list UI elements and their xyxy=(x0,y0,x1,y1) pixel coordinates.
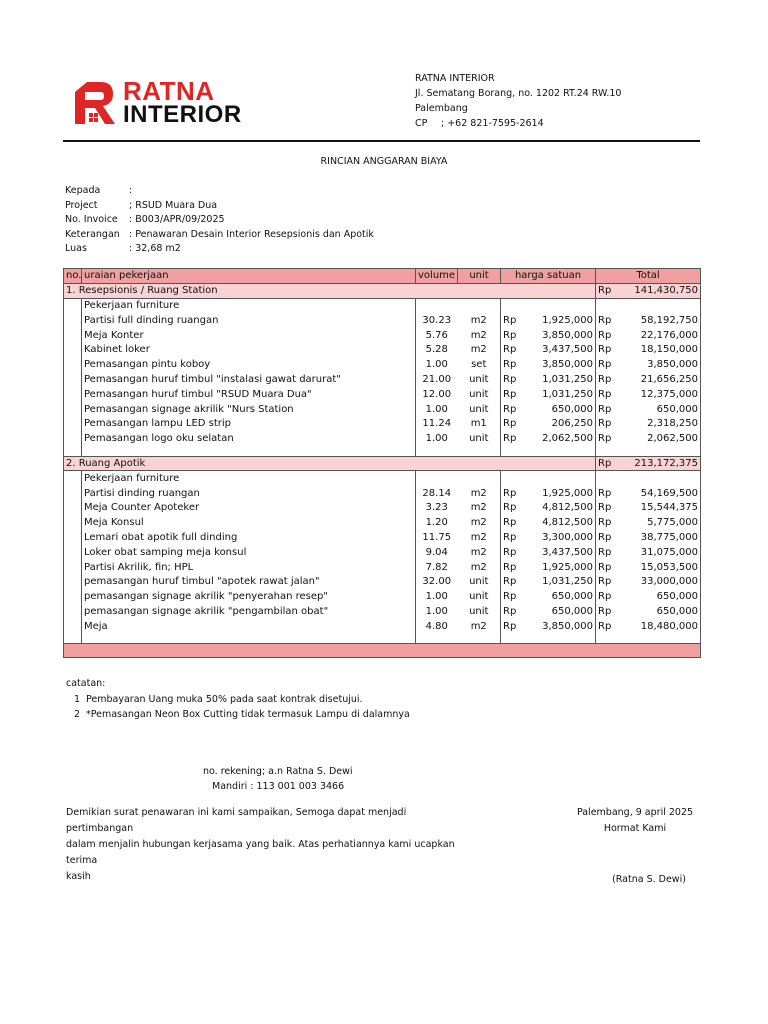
table-header-row xyxy=(64,269,701,284)
spacer-cell xyxy=(458,446,501,456)
row-no xyxy=(64,328,82,343)
row-no xyxy=(64,342,82,357)
spacer-cell xyxy=(596,634,620,644)
item-volume: 5.76 xyxy=(425,329,448,341)
item-unit-price: 3,437,500 xyxy=(542,344,593,356)
item-total: 33,000,000 xyxy=(620,574,701,589)
item-unit-price: 1,925,000 xyxy=(542,487,593,499)
spacer-cell xyxy=(501,446,531,456)
section-total: 141,430,750 xyxy=(620,283,701,298)
item-volume: 21.00 xyxy=(422,373,452,385)
closing-line: Demikian surat penawaran ini kami sampaikan, Semoga dapat menjadi pertimbangan xyxy=(66,807,407,834)
cell-unit xyxy=(458,471,501,486)
item-unit: unit xyxy=(469,373,489,385)
item-total-currency: Rp xyxy=(596,416,620,431)
table-row xyxy=(64,574,701,589)
item-total: 12,375,000 xyxy=(620,387,701,402)
cell-volume xyxy=(416,471,458,486)
item-unit: m2 xyxy=(470,517,487,529)
item-description: Pemasangan lampu LED strip xyxy=(82,416,416,431)
spacer-cell xyxy=(531,446,596,456)
item-description: Pemasangan huruf timbul "instalasi gawat darurat" xyxy=(82,372,416,387)
table-row xyxy=(64,342,701,357)
spacer-cell xyxy=(531,634,596,644)
item-price-currency: Rp xyxy=(501,372,531,387)
bank-account xyxy=(203,764,353,794)
note-item xyxy=(66,708,410,721)
item-description: Lemari obat apotik full dinding xyxy=(82,530,416,545)
table-row xyxy=(64,328,701,343)
item-description: Loker obat samping meja konsul xyxy=(82,545,416,560)
item-unit: m2 xyxy=(470,531,487,543)
row-no xyxy=(64,634,82,644)
header-divider xyxy=(63,140,700,142)
item-total: 15,053,500 xyxy=(620,560,701,575)
cell-price xyxy=(531,471,596,486)
row-no xyxy=(64,486,82,501)
table-row xyxy=(64,604,701,619)
invoice-info xyxy=(65,184,374,257)
item-description: Meja Konsul xyxy=(82,515,416,530)
note-number: 2 xyxy=(74,709,81,720)
row-no xyxy=(64,431,82,446)
item-volume: 1.00 xyxy=(425,359,448,371)
note-text: *Pemasangan Neon Box Cutting tidak termasuk Lampu di dalamnya xyxy=(86,709,410,720)
item-unit-price: 206,250 xyxy=(551,418,593,430)
logo-text-ratna: RATNA xyxy=(123,76,215,106)
item-description: pemasangan signage akrilik "pengambilan obat" xyxy=(82,604,416,619)
item-total-currency: Rp xyxy=(596,604,620,619)
section-total: 213,172,375 xyxy=(620,456,701,471)
item-volume: 1.00 xyxy=(425,605,448,617)
row-no xyxy=(64,530,82,545)
header-unit-price: harga satuan xyxy=(501,269,596,284)
cell-rp xyxy=(501,471,531,486)
header-volume: volume xyxy=(416,269,458,284)
item-unit: set xyxy=(471,359,487,371)
item-description: Pemasangan pintu koboy xyxy=(82,357,416,372)
section-row xyxy=(64,456,701,471)
item-volume: 1.00 xyxy=(425,403,448,415)
item-total: 650,000 xyxy=(620,589,701,604)
item-description: Pemasangan signage akrilik "Nurs Station xyxy=(82,402,416,417)
closing-line: dalam menjalin hubungan kerjasama yang baik. Atas perhatiannya kami ucapkan terima xyxy=(66,839,455,866)
spacer-cell xyxy=(416,634,458,644)
item-volume: 3.23 xyxy=(425,502,448,514)
table-row xyxy=(64,357,701,372)
item-total: 650,000 xyxy=(620,604,701,619)
item-price-currency: Rp xyxy=(501,416,531,431)
item-unit-price: 3,850,000 xyxy=(542,620,593,632)
info-label: Project xyxy=(65,199,98,211)
table-row xyxy=(64,619,701,634)
item-total: 18,480,000 xyxy=(620,619,701,634)
item-unit: m2 xyxy=(470,502,487,514)
section-title: 2. Ruang Apotik xyxy=(64,456,596,471)
table-row xyxy=(64,372,701,387)
table-row xyxy=(64,402,701,417)
item-price-currency: Rp xyxy=(501,402,531,417)
section-row xyxy=(64,283,701,298)
row-no xyxy=(64,372,82,387)
item-unit: m1 xyxy=(470,418,487,430)
item-price-currency: Rp xyxy=(501,589,531,604)
item-price-currency: Rp xyxy=(501,604,531,619)
cell-total xyxy=(620,298,701,313)
cell-total xyxy=(620,471,701,486)
item-price-currency: Rp xyxy=(501,545,531,560)
table-row xyxy=(64,530,701,545)
item-total: 38,775,000 xyxy=(620,530,701,545)
item-total: 5,775,000 xyxy=(620,515,701,530)
spacer-row xyxy=(64,634,701,644)
table-body xyxy=(64,283,701,657)
item-total-currency: Rp xyxy=(596,357,620,372)
spacer-cell xyxy=(458,634,501,644)
item-total-currency: Rp xyxy=(596,545,620,560)
item-volume: 1.00 xyxy=(425,591,448,603)
item-price-currency: Rp xyxy=(501,387,531,402)
item-total: 58,192,750 xyxy=(620,313,701,328)
item-description: Meja Konter xyxy=(82,328,416,343)
info-value: : 32,68 m2 xyxy=(129,243,181,254)
contact-phone: ; +62 821-7595-2614 xyxy=(441,118,544,129)
item-volume: 9.04 xyxy=(425,546,448,558)
section-currency: Rp xyxy=(596,283,620,298)
info-row xyxy=(65,199,374,214)
item-price-currency: Rp xyxy=(501,431,531,446)
item-unit: m2 xyxy=(470,314,487,326)
row-no xyxy=(64,589,82,604)
group-row xyxy=(64,298,701,313)
item-unit-price: 1,925,000 xyxy=(542,314,593,326)
item-total: 2,318,250 xyxy=(620,416,701,431)
item-description: pemasangan signage akrilik "penyerahan resep" xyxy=(82,589,416,604)
note-text: Pembayaran Uang muka 50% pada saat kontrak disetujui. xyxy=(86,694,363,705)
footer-cell xyxy=(64,644,701,658)
item-total: 54,169,500 xyxy=(620,486,701,501)
logo-mark-icon xyxy=(73,80,119,126)
cell-rp xyxy=(596,471,620,486)
item-price-currency: Rp xyxy=(501,328,531,343)
item-total-currency: Rp xyxy=(596,486,620,501)
item-total: 3,850,000 xyxy=(620,357,701,372)
contact-label: CP xyxy=(415,118,428,129)
company-info xyxy=(415,71,621,131)
item-unit: unit xyxy=(469,576,489,588)
item-total: 31,075,000 xyxy=(620,545,701,560)
item-description: Partisi dinding ruangan xyxy=(82,486,416,501)
item-total-currency: Rp xyxy=(596,372,620,387)
table-row xyxy=(64,313,701,328)
item-total-currency: Rp xyxy=(596,619,620,634)
item-price-currency: Rp xyxy=(501,342,531,357)
item-unit-price: 650,000 xyxy=(551,591,593,603)
spacer-row xyxy=(64,446,701,456)
row-no xyxy=(64,416,82,431)
item-price-currency: Rp xyxy=(501,560,531,575)
signer-name: (Ratna S. Dewi) xyxy=(612,874,686,885)
info-value: ; RSUD Muara Dua xyxy=(129,199,218,211)
item-unit-price: 1,031,250 xyxy=(542,388,593,400)
item-description: Meja xyxy=(82,619,416,634)
row-no xyxy=(64,604,82,619)
item-unit-price: 4,812,500 xyxy=(542,517,593,529)
spacer-cell xyxy=(620,634,701,644)
item-volume: 1.00 xyxy=(425,433,448,445)
note-item xyxy=(66,692,410,708)
item-volume: 11.24 xyxy=(422,418,452,430)
cell-unit xyxy=(458,298,501,313)
spacer-cell xyxy=(82,446,416,456)
bank-account-number: Mandiri : 113 001 003 3466 xyxy=(212,781,345,792)
item-price-currency: Rp xyxy=(501,619,531,634)
table-row xyxy=(64,515,701,530)
closing-statement xyxy=(66,805,466,885)
company-logo xyxy=(73,78,268,130)
item-volume: 7.82 xyxy=(425,561,448,573)
item-unit-price: 1,031,250 xyxy=(542,373,593,385)
info-value: : Penawaran Desain Interior Resepsionis dan Apotik xyxy=(129,228,374,240)
item-unit-price: 3,850,000 xyxy=(542,359,593,371)
row-no xyxy=(64,500,82,515)
table-row xyxy=(64,589,701,604)
item-total-currency: Rp xyxy=(596,387,620,402)
info-value: : xyxy=(129,185,133,196)
regards: Hormat Kami xyxy=(603,823,667,834)
row-no xyxy=(64,515,82,530)
item-price-currency: Rp xyxy=(501,530,531,545)
item-price-currency: Rp xyxy=(501,357,531,372)
info-label: No. Invoice xyxy=(65,214,118,225)
notes-title: catatan: xyxy=(66,678,106,689)
item-unit-price: 1,925,000 xyxy=(542,561,593,573)
header-total: Total xyxy=(596,269,701,284)
row-no xyxy=(64,387,82,402)
item-total: 650,000 xyxy=(620,402,701,417)
item-unit-price: 650,000 xyxy=(551,403,593,415)
item-total-currency: Rp xyxy=(596,328,620,343)
table-row xyxy=(64,560,701,575)
item-total: 18,150,000 xyxy=(620,342,701,357)
spacer-cell xyxy=(416,446,458,456)
row-no xyxy=(64,402,82,417)
item-total-currency: Rp xyxy=(596,402,620,417)
item-price-currency: Rp xyxy=(501,515,531,530)
info-value: : B003/APR/09/2025 xyxy=(129,214,225,225)
item-total: 21,656,250 xyxy=(620,372,701,387)
item-description: Kabinet loker xyxy=(82,342,416,357)
table-row xyxy=(64,545,701,560)
notes xyxy=(66,676,410,721)
item-total-currency: Rp xyxy=(596,530,620,545)
item-unit: m2 xyxy=(470,546,487,558)
item-unit: unit xyxy=(469,433,489,445)
company-address: Jl. Sematang Borang, no. 1202 RT.24 RW.10 xyxy=(415,88,622,99)
logo-text-interior: INTERIOR xyxy=(123,101,242,128)
info-row xyxy=(65,242,374,257)
item-total-currency: Rp xyxy=(596,589,620,604)
spacer-cell xyxy=(501,634,531,644)
item-description: Pemasangan logo oku selatan xyxy=(82,431,416,446)
place-date: Palembang, 9 april 2025 xyxy=(576,807,694,818)
item-description: Meja Counter Apoteker xyxy=(82,500,416,515)
item-total: 15,544,375 xyxy=(620,500,701,515)
info-row xyxy=(65,213,374,228)
section-currency: Rp xyxy=(596,456,620,471)
item-description: Pemasangan huruf timbul "RSUD Muara Dua" xyxy=(82,387,416,402)
item-unit: m2 xyxy=(470,620,487,632)
bank-account-holder: no. rekening; a.n Ratna S. Dewi xyxy=(203,766,353,777)
spacer-cell xyxy=(82,634,416,644)
header-description: uraian pekerjaan xyxy=(82,269,416,284)
item-total-currency: Rp xyxy=(596,313,620,328)
item-volume: 28.14 xyxy=(422,487,452,499)
table-footer-row xyxy=(64,644,701,658)
item-volume: 12.00 xyxy=(422,388,452,400)
item-total-currency: Rp xyxy=(596,500,620,515)
group-label: Pekerjaan furniture xyxy=(82,471,416,486)
company-name: RATNA INTERIOR xyxy=(415,73,495,84)
item-unit: m2 xyxy=(470,344,487,356)
item-unit-price: 3,850,000 xyxy=(542,329,593,341)
info-row xyxy=(65,184,374,199)
item-total: 22,176,000 xyxy=(620,328,701,343)
row-no xyxy=(64,619,82,634)
row-no xyxy=(64,574,82,589)
item-unit: unit xyxy=(469,403,489,415)
item-total-currency: Rp xyxy=(596,342,620,357)
note-number: 1 xyxy=(74,694,81,705)
table-row xyxy=(64,431,701,446)
item-price-currency: Rp xyxy=(501,574,531,589)
spacer-cell xyxy=(620,446,701,456)
row-no xyxy=(64,545,82,560)
item-unit-price: 3,437,500 xyxy=(542,546,593,558)
item-unit-price: 4,812,500 xyxy=(542,502,593,514)
item-volume: 1.20 xyxy=(425,517,448,529)
info-label: Kepada xyxy=(65,185,101,196)
item-total-currency: Rp xyxy=(596,515,620,530)
item-total: 2,062,500 xyxy=(620,431,701,446)
company-city: Palembang xyxy=(415,103,468,114)
company-contact xyxy=(415,116,621,131)
item-price-currency: Rp xyxy=(501,500,531,515)
item-volume: 11.75 xyxy=(422,531,452,543)
row-no xyxy=(64,357,82,372)
row-no xyxy=(64,471,82,486)
budget-table xyxy=(63,268,701,658)
cell-volume xyxy=(416,298,458,313)
signature-block xyxy=(560,805,710,837)
item-description: Partisi Akrilik, fin; HPL xyxy=(82,560,416,575)
info-row xyxy=(65,228,374,243)
table-row xyxy=(64,500,701,515)
item-unit: m2 xyxy=(470,329,487,341)
group-label: Pekerjaan furniture xyxy=(82,298,416,313)
info-label: Luas xyxy=(65,243,87,254)
item-total-currency: Rp xyxy=(596,431,620,446)
item-description: Partisi full dinding ruangan xyxy=(82,313,416,328)
item-description: pemasangan huruf timbul "apotek rawat jalan" xyxy=(82,574,416,589)
header-no: no. xyxy=(64,269,82,284)
item-volume: 5.28 xyxy=(425,344,448,356)
table-row xyxy=(64,416,701,431)
item-volume: 32.00 xyxy=(422,576,452,588)
item-total-currency: Rp xyxy=(596,560,620,575)
row-no xyxy=(64,298,82,313)
row-no xyxy=(64,446,82,456)
group-row xyxy=(64,471,701,486)
header-unit: unit xyxy=(458,269,501,284)
item-volume: 30.23 xyxy=(422,314,452,326)
item-price-currency: Rp xyxy=(501,486,531,501)
row-no xyxy=(64,313,82,328)
section-title: 1. Resepsionis / Ruang Station xyxy=(64,283,596,298)
table-row xyxy=(64,486,701,501)
item-total-currency: Rp xyxy=(596,574,620,589)
item-unit-price: 3,300,000 xyxy=(542,531,593,543)
spacer-cell xyxy=(596,446,620,456)
document-title: RINCIAN ANGGARAN BIAYA xyxy=(320,156,448,167)
table-row xyxy=(64,387,701,402)
row-no xyxy=(64,560,82,575)
item-unit: unit xyxy=(469,388,489,400)
cell-price xyxy=(531,298,596,313)
cell-rp xyxy=(501,298,531,313)
info-label: Keterangan xyxy=(65,228,120,240)
item-unit: m2 xyxy=(470,487,487,499)
item-unit-price: 650,000 xyxy=(551,605,593,617)
item-unit-price: 1,031,250 xyxy=(542,576,593,588)
item-unit-price: 2,062,500 xyxy=(542,433,593,445)
cell-rp xyxy=(596,298,620,313)
item-volume: 4.80 xyxy=(425,620,448,632)
item-unit: m2 xyxy=(470,561,487,573)
closing-line: kasih xyxy=(66,871,91,882)
item-price-currency: Rp xyxy=(501,313,531,328)
item-unit: unit xyxy=(469,605,489,617)
item-unit: unit xyxy=(469,591,489,603)
